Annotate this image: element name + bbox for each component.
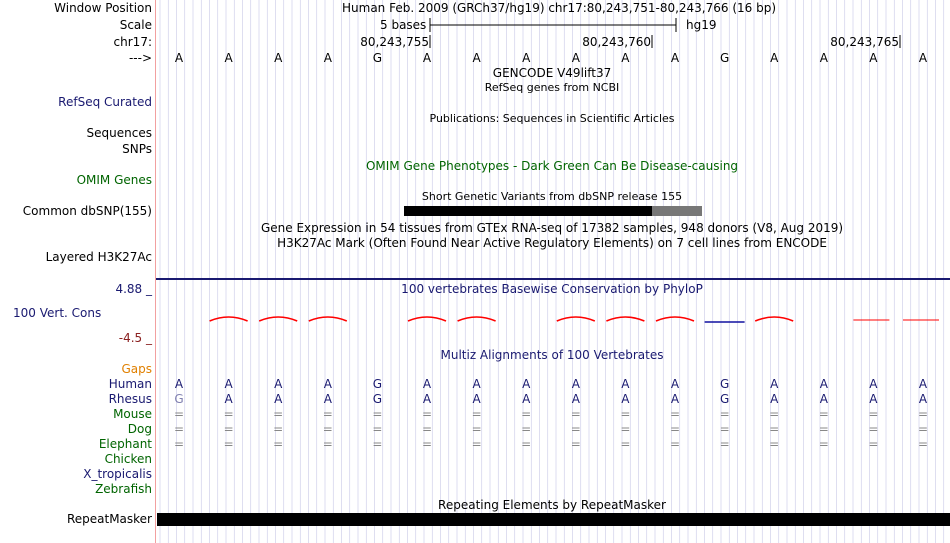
alignment-base: = [173,407,185,421]
sequence-base: A [224,51,233,65]
alignment-base: = [818,437,829,451]
alignment-base: = [173,437,185,451]
refseq-track-subtitle: RefSeq genes from NCBI [484,81,620,94]
species-label[interactable]: Dog [127,422,152,436]
alignment-base: = [322,422,333,436]
sequence-base: G [372,51,383,65]
alignment-base: = [471,407,482,421]
repeatmasker-feature-bar[interactable] [157,513,950,526]
scale-bases: 5 bases [380,18,427,32]
snps-label[interactable]: SNPs [122,142,152,156]
alignment-base: A [472,377,481,391]
gtex-track-title[interactable]: Gene Expression in 54 tissues from GTEx RNA-seq of 17382 samples, 948 donors (V8, Aug 2019) [260,221,844,235]
alignment-base: A [422,377,432,391]
sequence-base: A [770,51,779,65]
species-label[interactable]: Mouse [113,407,152,421]
alignment-base: A [621,377,630,391]
alignment-base: = [421,422,433,436]
species-label[interactable]: Zebrafish [95,482,152,496]
alignment-base: = [223,422,234,436]
sequence-base: A [918,51,928,65]
repeatmasker-track-title[interactable]: Repeating Elements by RepeatMasker [438,498,666,512]
alignment-base: = [372,407,383,421]
alignment-base: = [421,407,433,421]
sequence-base: A [522,51,531,65]
species-label[interactable]: Human [108,377,152,391]
window-position-label: Window Position [54,1,152,15]
sequence-base: A [670,51,680,65]
alignment-base: = [521,407,532,421]
alignment-base: A [670,392,680,406]
scale-bar [426,17,682,33]
alignment-base: A [571,392,580,406]
window-position-value: Human Feb. 2009 (GRCh37/hg19) chr17:80,243,751-80,243,766 (16 bp) [342,1,777,15]
alignment-base: = [322,407,333,421]
repeatmasker-label[interactable]: RepeatMasker [66,512,152,526]
gencode-track-title[interactable]: GENCODE V49lift37 [492,66,612,80]
cons-track-label[interactable]: 100 Vert. Cons [13,306,102,320]
alignment-base: G [372,377,383,391]
alignment-base: A [869,392,878,406]
alignment-base: = [372,437,383,451]
sequence-base: A [819,51,828,65]
alignment-base: = [818,407,829,421]
alignment-base: A [224,377,233,391]
alignment-base: = [521,422,532,436]
conservation-peak [210,317,248,321]
alignment-base: = [620,422,631,436]
alignment-base: A [274,377,283,391]
sequence-base: A [422,51,432,65]
alignment-base: G [719,377,730,391]
alignment-base: A [670,377,680,391]
position-tick-label: 80,243,755 [360,35,429,49]
position-ticks [0,34,950,50]
species-label[interactable]: Chicken [104,452,152,466]
alignment-base: A [918,392,928,406]
alignment-base: = [769,407,780,421]
dbsnp-label[interactable]: Common dbSNP(155) [22,204,152,218]
alignment-base: = [471,437,482,451]
refseq-curated-label[interactable]: RefSeq Curated [58,95,152,109]
sequence-base: A [174,51,184,65]
conservation-peak [408,317,446,321]
alignment-base: A [422,392,432,406]
alignment-base: = [669,437,681,451]
conservation-peak [309,317,347,321]
conservation-peak [656,317,694,321]
conservation-plot [0,300,950,330]
alignment-base: = [917,422,929,436]
scale-label: Scale [119,18,152,32]
conservation-peak [755,317,793,321]
layered-h3k27ac-label[interactable]: Layered H3K27Ac [45,250,152,264]
alignment-base: A [770,377,779,391]
sequence-base: A [274,51,283,65]
conservation-peak [606,317,644,321]
alignment-base: = [322,437,333,451]
alignment-base: A [522,392,531,406]
alignment-base: A [224,392,233,406]
sequences-label[interactable]: Sequences [86,126,152,140]
position-tick-label: 80,243,765 [830,35,899,49]
alignment-base: = [917,407,929,421]
alignment-base: A [323,377,332,391]
alignment-base: = [471,422,482,436]
alignment-base: = [223,437,234,451]
alignment-base: = [669,422,681,436]
sequence-base: G [719,51,730,65]
alignment-base: = [570,407,581,421]
alignment-base: G [719,392,730,406]
alignment-base: = [421,437,433,451]
alignment-base: = [372,422,383,436]
omim-track-title[interactable]: OMIM Gene Phenotypes - Dark Green Can Be Disease-causing [365,159,739,173]
alignment-base: A [819,377,828,391]
alignment-base: A [621,392,630,406]
alignment-base: A [274,392,283,406]
cons-min-label: -4.5 _ [118,331,152,345]
strand-label: ---> [128,51,152,65]
alignment-base: A [522,377,531,391]
alignment-base: = [223,407,234,421]
alignment-base: = [669,407,681,421]
h3k27ac-track-title[interactable]: H3K27Ac Mark (Often Found Near Active Regulatory Elements) on 7 cell lines from ENCODE [277,236,827,250]
conservation-peak [259,317,297,321]
alignment-base: G [174,392,184,406]
omim-genes-label[interactable]: OMIM Genes [76,173,152,187]
species-label[interactable]: Elephant [98,437,152,451]
sequence-base: A [472,51,481,65]
alignment-base: = [620,437,631,451]
sequence-base: A [571,51,580,65]
alignment-base: = [719,422,730,436]
scale-assembly: hg19 [686,18,717,32]
alignment-base: = [719,437,730,451]
publications-track-title[interactable]: Publications: Sequences in Scientific Articles [429,112,675,125]
species-label[interactable]: Rhesus [108,392,152,406]
alignment-base: A [323,392,332,406]
sequence-base: A [621,51,630,65]
conservation-peak [557,317,595,321]
alignment-base: A [174,377,184,391]
alignment-base: A [819,392,828,406]
conservation-peak [458,317,496,321]
track-divider [156,278,950,280]
sequence-base: A [869,51,878,65]
alignment-base: = [521,437,532,451]
alignment-base: = [769,422,780,436]
alignment-base: = [570,437,581,451]
multiz-track-title[interactable]: Multiz Alignments of 100 Vertebrates [440,348,664,362]
cons-max-label: 4.88 _ [115,282,152,296]
alignment-base: = [917,437,929,451]
dbsnp-track-title[interactable]: Short Genetic Variants from dbSNP release 155 [421,190,683,203]
alignment-base: = [620,407,631,421]
alignment-base: = [719,407,730,421]
alignment-base: A [869,377,878,391]
dbsnp-feature-gray-segment[interactable] [652,206,702,216]
alignment-base: G [372,392,383,406]
alignment-base: = [273,422,284,436]
alignment-base: = [818,422,829,436]
alignment-base: A [571,377,580,391]
alignment-base: = [273,407,284,421]
alignment-base: = [868,407,879,421]
alignment-base: = [769,437,780,451]
species-label[interactable]: X_tropicalis [83,467,152,481]
sequence-base: A [323,51,332,65]
alignment-base: = [273,437,284,451]
alignment-base: = [868,422,879,436]
position-tick-label: 80,243,760 [582,35,651,49]
gaps-label: Gaps [121,362,152,376]
alignment-base: A [770,392,779,406]
alignment-base: A [918,377,928,391]
alignment-base: = [570,422,581,436]
cons-track-title[interactable]: 100 vertebrates Basewise Conservation by PhyloP [401,282,703,296]
alignment-base: = [868,437,879,451]
alignment-base: A [472,392,481,406]
alignment-base: = [173,422,185,436]
chrom-label: chr17: [113,35,152,49]
